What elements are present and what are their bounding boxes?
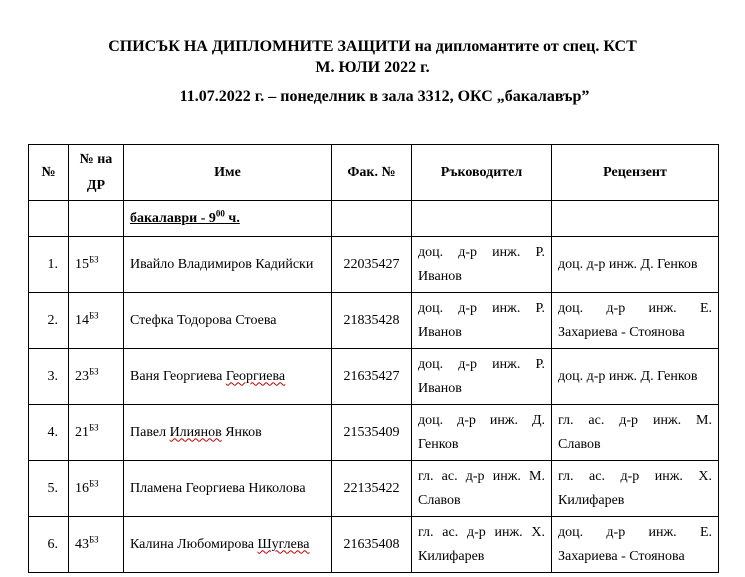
thesis-number bbox=[69, 405, 124, 461]
table-header-row bbox=[29, 145, 719, 201]
header-reviewer: Рецензент bbox=[552, 145, 719, 201]
header-number: № bbox=[29, 145, 69, 201]
session-time-superscript: 00 bbox=[215, 207, 225, 218]
header-name: Име bbox=[124, 145, 332, 201]
row-number: 6. bbox=[29, 517, 69, 573]
spellcheck-flagged-word: Георгиева bbox=[225, 368, 286, 384]
document-date-line: 11.07.2022 г. – понеделник в зала 3312, ОКС „бакалавър” bbox=[179, 88, 590, 105]
thesis-number bbox=[69, 349, 124, 405]
thesis-number bbox=[69, 517, 124, 573]
session-empty-cell bbox=[29, 201, 69, 237]
thesis-number-value: 15 bbox=[75, 256, 89, 272]
header-thesis-number-line1: № на bbox=[79, 151, 113, 167]
spellcheck-flagged-word: Илиянов bbox=[169, 424, 222, 440]
faculty-number: 22135422 bbox=[332, 461, 412, 517]
thesis-number-superscript: БЗ bbox=[89, 477, 99, 488]
thesis-number-superscript: БЗ bbox=[89, 309, 99, 320]
student-name bbox=[124, 517, 332, 573]
row-number: 1. bbox=[29, 237, 69, 293]
thesis-number bbox=[69, 461, 124, 517]
table-row bbox=[29, 461, 719, 517]
faculty-number: 22035427 bbox=[332, 237, 412, 293]
session-label-suffix: ч. bbox=[224, 210, 240, 226]
thesis-number-value: 43 bbox=[75, 536, 89, 552]
supervisor: гл. ас. д-р инж. М. Славов bbox=[412, 461, 552, 517]
table-row bbox=[29, 293, 719, 349]
supervisor: доц. д-р инж. Р. Иванов bbox=[412, 237, 552, 293]
row-number: 5. bbox=[29, 461, 69, 517]
thesis-number-superscript: БЗ bbox=[89, 253, 99, 264]
thesis-number-superscript: БЗ bbox=[89, 533, 99, 544]
session-row bbox=[29, 201, 719, 237]
thesis-number bbox=[69, 237, 124, 293]
header-faculty-number: Фак. № bbox=[332, 145, 412, 201]
faculty-number: 21635408 bbox=[332, 517, 412, 573]
supervisor: гл. ас. д-р инж. Х. Килифарев bbox=[412, 517, 552, 573]
reviewer: доц. д-р инж. Д. Генков bbox=[552, 237, 719, 293]
thesis-number-value: 21 bbox=[75, 424, 89, 440]
student-name-part: Ваня Георгиева bbox=[130, 368, 226, 384]
student-name bbox=[124, 349, 332, 405]
student-name: Ивайло Владимиров Кадийски bbox=[124, 237, 332, 293]
session-empty-cell bbox=[552, 201, 719, 237]
session-empty-cell bbox=[69, 201, 124, 237]
thesis-number-superscript: БЗ bbox=[89, 421, 99, 432]
defense-schedule-table bbox=[28, 144, 719, 573]
reviewer: гл. ас. д-р инж. М. Славов bbox=[552, 405, 719, 461]
supervisor: доц. д-р инж. Д. Генков bbox=[412, 405, 552, 461]
table-row bbox=[29, 237, 719, 293]
row-number: 3. bbox=[29, 349, 69, 405]
row-number: 2. bbox=[29, 293, 69, 349]
student-name: Пламена Георгиева Николова bbox=[124, 461, 332, 517]
student-name-part: Павел bbox=[130, 424, 170, 440]
faculty-number: 21835428 bbox=[332, 293, 412, 349]
supervisor: доц. д-р инж. Р. Иванов bbox=[412, 349, 552, 405]
header-supervisor: Ръководител bbox=[412, 145, 552, 201]
document-title-line-1: СПИСЪК НА ДИПЛОМНИТЕ ЗАЩИТИ на дипломантите от спец. КСТ bbox=[108, 38, 637, 55]
header-thesis-number bbox=[69, 145, 124, 201]
student-name bbox=[124, 405, 332, 461]
thesis-number-superscript: БЗ bbox=[89, 365, 99, 376]
thesis-number-value: 14 bbox=[75, 312, 89, 328]
session-label bbox=[124, 201, 332, 237]
table-row bbox=[29, 349, 719, 405]
faculty-number: 21535409 bbox=[332, 405, 412, 461]
reviewer: гл. ас. д-р инж. Х. Килифарев bbox=[552, 461, 719, 517]
thesis-number-value: 23 bbox=[75, 368, 89, 384]
header-thesis-number-line2: ДР bbox=[86, 177, 106, 193]
table-row bbox=[29, 517, 719, 573]
session-empty-cell bbox=[412, 201, 552, 237]
reviewer: доц. д-р инж. Е. Захариева - Стоянова bbox=[552, 517, 719, 573]
student-name-part: Калина Любомирова bbox=[130, 536, 258, 552]
session-empty-cell bbox=[332, 201, 412, 237]
session-label-text: бакалаври - 9 bbox=[130, 210, 216, 226]
supervisor: доц. д-р инж. Р. Иванов bbox=[412, 293, 552, 349]
row-number: 4. bbox=[29, 405, 69, 461]
document-title-line-2: М. ЮЛИ 2022 г. bbox=[315, 59, 430, 76]
spellcheck-flagged-word: Шуглева bbox=[257, 536, 310, 552]
table-row bbox=[29, 405, 719, 461]
reviewer: доц. д-р инж. Д. Генков bbox=[552, 349, 719, 405]
thesis-number-value: 16 bbox=[75, 480, 89, 496]
student-name-part: Янков bbox=[221, 424, 262, 440]
student-name: Стефка Тодорова Стоева bbox=[124, 293, 332, 349]
faculty-number: 21635427 bbox=[332, 349, 412, 405]
thesis-number bbox=[69, 293, 124, 349]
reviewer: доц. д-р инж. Е. Захариева - Стоянова bbox=[552, 293, 719, 349]
